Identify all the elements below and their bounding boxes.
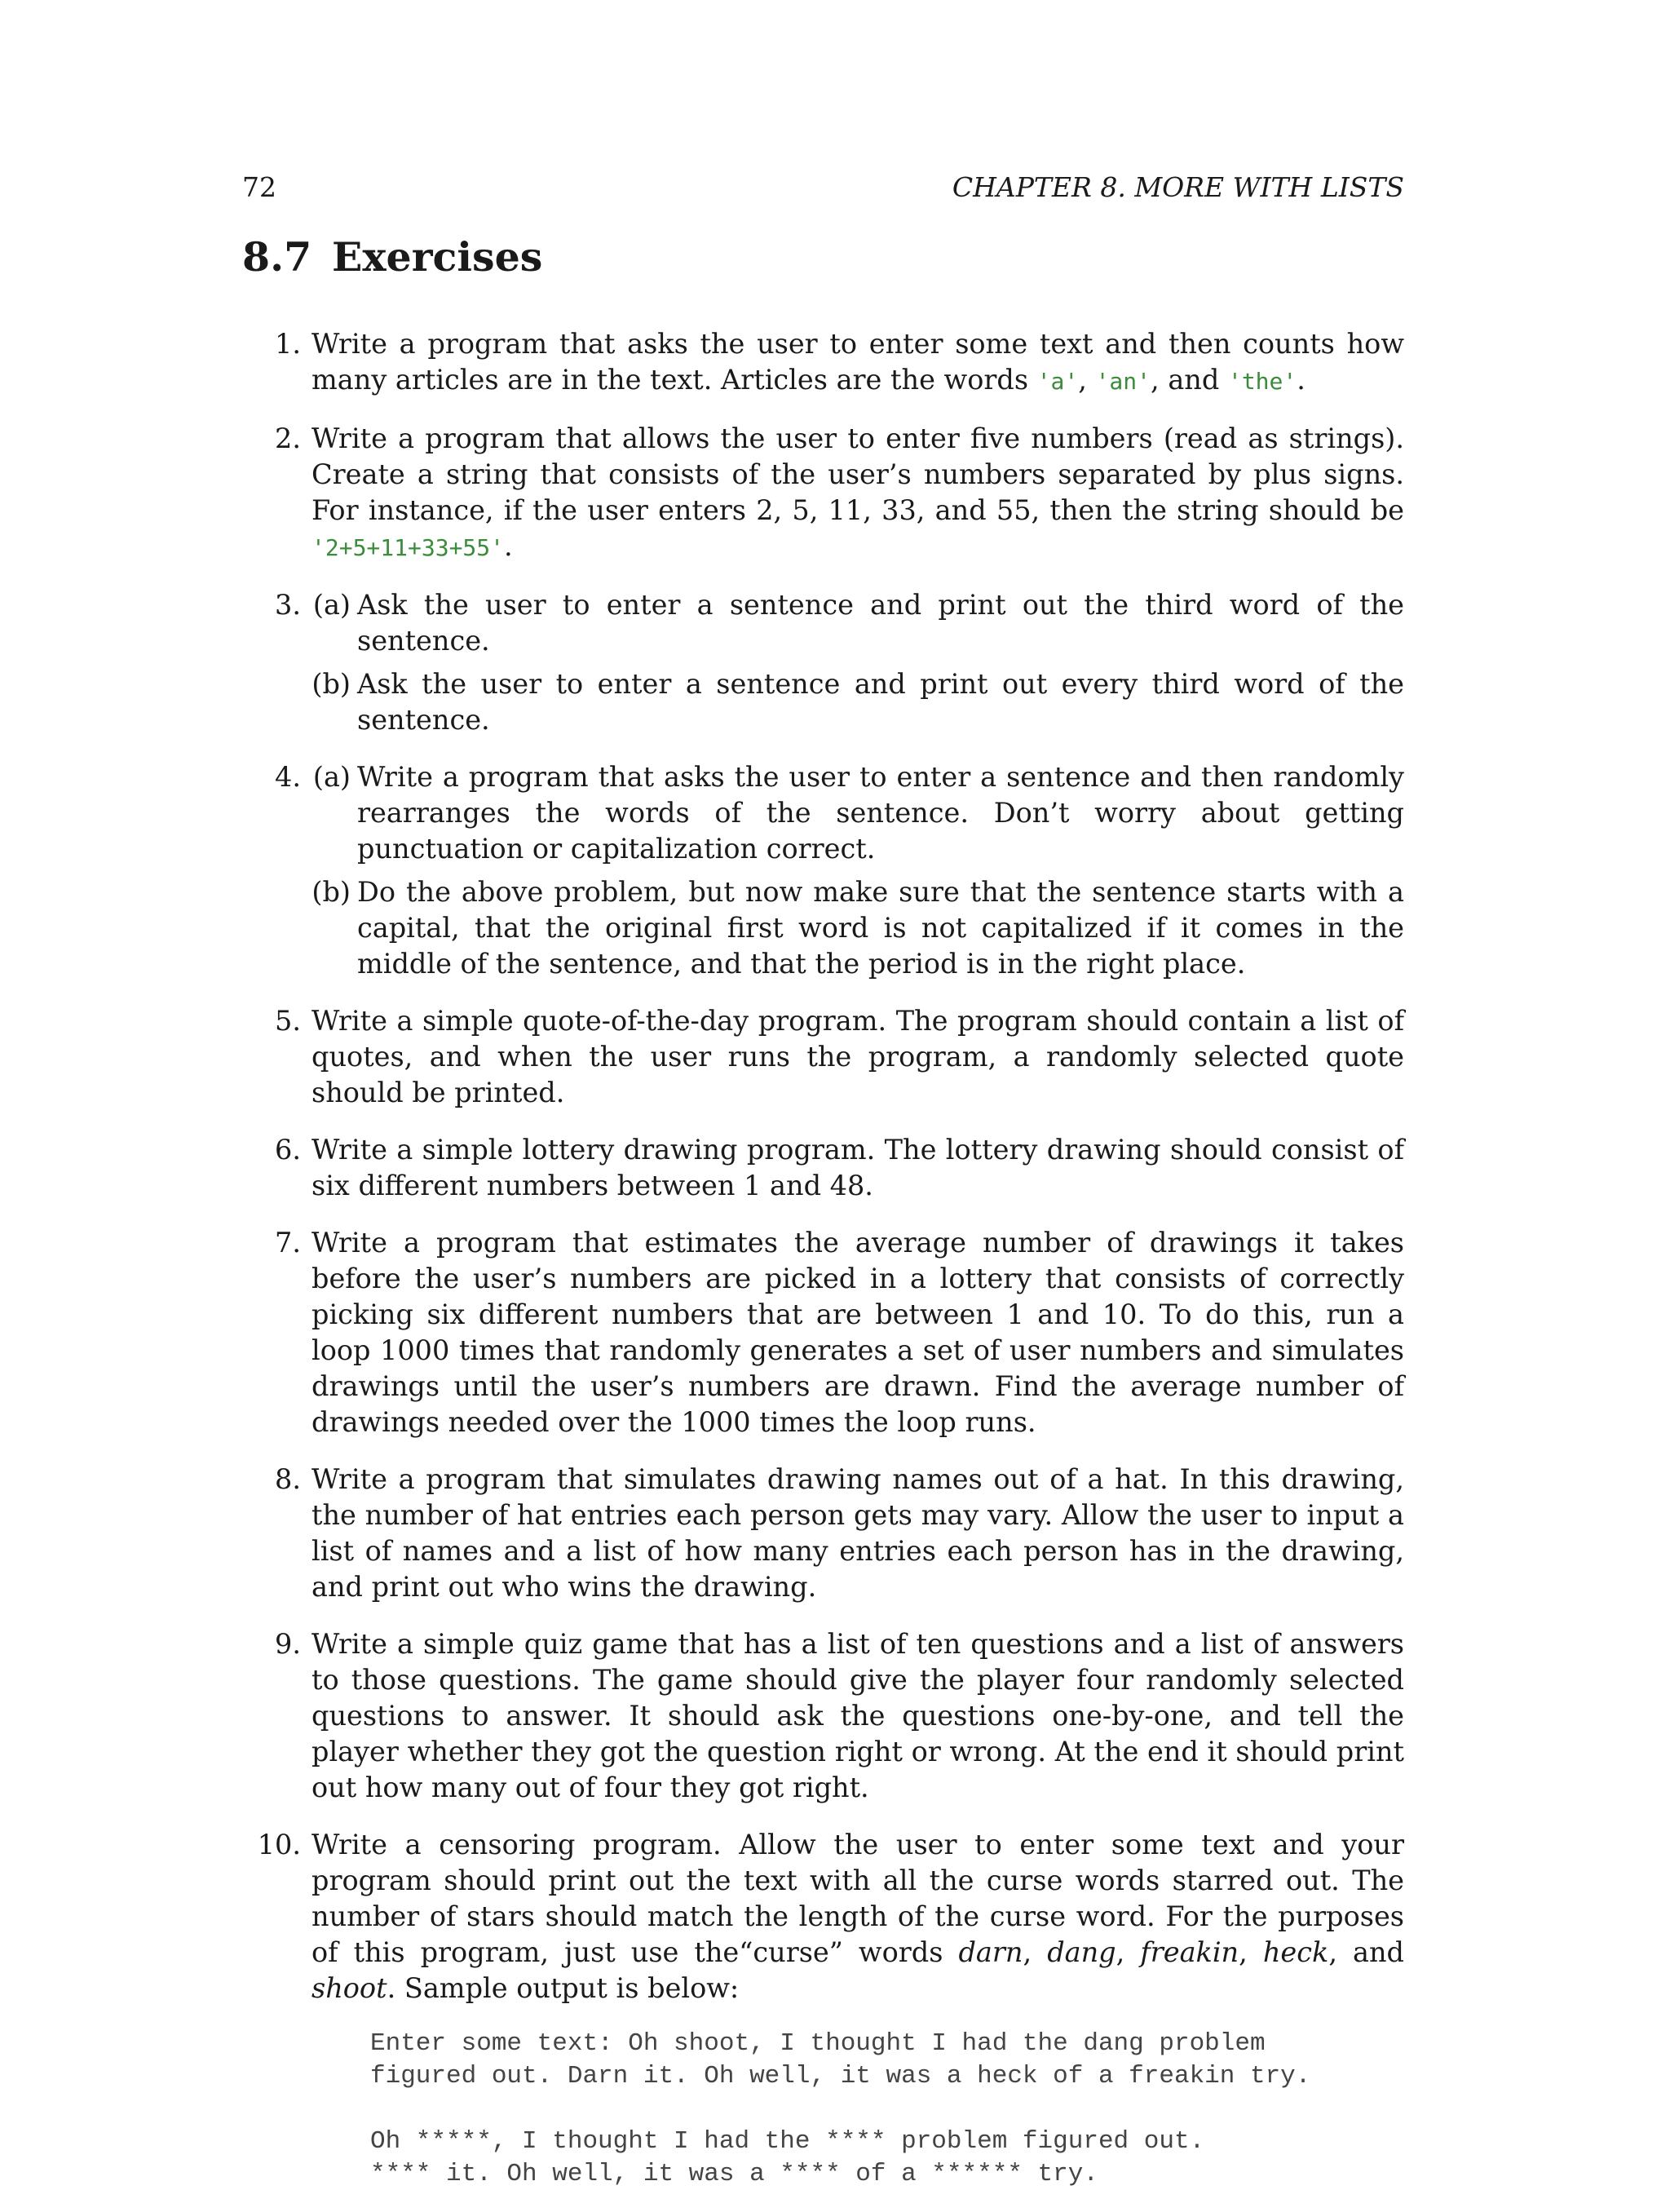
exercise-number: 6. <box>275 1134 301 1166</box>
exercise-number: 3. <box>275 589 301 621</box>
curse-word: shoot <box>311 1972 387 2004</box>
exercise-4 <box>242 759 1404 982</box>
exercise-text: Write a censoring program. Allow the user to enter some text and your program should print out the text with all the curse words starred out. The number of stars should match the length of the curse word. For the purposes of this program, just use the“curse” words <box>311 1829 1404 1968</box>
exercise-text: . Sample output is below: <box>387 1972 740 2004</box>
curse-word: heck <box>1262 1936 1329 1968</box>
exercise-text: , <box>1239 1936 1263 1968</box>
exercise-2 <box>242 421 1404 566</box>
exercise-text: Write a simple quote-of-the-day program. The program should contain a list of quotes, and when the user runs the program, a randomly selected quote should be printed. <box>311 1005 1404 1108</box>
exercise-text: Write a simple quiz game that has a list of ten questions and a list of answers to those questions. The game should give the player four randomly selected questions to answer. It should ask the questions one-by-one, and tell the player whether they got the question right or wrong. At the end it should print out how many out of four they got right. <box>311 1628 1404 1803</box>
code-literal: 'a' <box>1036 368 1079 395</box>
exercise-list <box>242 326 1404 2191</box>
subexercise-a <box>311 587 1404 659</box>
curse-word: freakin <box>1140 1936 1239 1968</box>
subexercise-label: (b) <box>311 668 351 700</box>
exercise-text: , and <box>1328 1936 1404 1968</box>
subexercise-b <box>311 874 1404 982</box>
curse-word: darn <box>958 1936 1023 1968</box>
exercise-text: Write a program that simulates drawing names out of a hat. In this drawing, the number of hat entries each person gets may vary. Allow the user to input a list of names and a list of how many entries each person has in the drawing, and print out who wins the drawing. <box>311 1463 1404 1603</box>
exercise-text: Write a program that estimates the average number of drawings it takes before the user’s numbers are picked in a lottery that consists of correctly picking six different numbers that are between 1 and 10. To do this, run a loop 1000 times that randomly generates a set of user numbers and simulates drawings until the user’s numbers are drawn. Find the average number of drawings needed over the 1000 times the loop runs. <box>311 1227 1404 1438</box>
subexercise-a <box>311 759 1404 867</box>
sample-output <box>370 2028 1404 2191</box>
exercise-7 <box>242 1225 1404 1440</box>
subexercise-label: (b) <box>311 876 351 908</box>
exercise-number: 1. <box>275 328 301 360</box>
exercise-3 <box>242 587 1404 738</box>
exercise-6 <box>242 1132 1404 1204</box>
code-literal: 'the' <box>1227 368 1297 395</box>
exercise-text: Write a simple lottery drawing program. The lottery drawing should consist of six different numbers between 1 and 48. <box>311 1134 1404 1201</box>
exercise-text: , <box>1023 1936 1048 1968</box>
section-title: Exercises <box>332 233 543 281</box>
sample-line: Enter some text: Oh shoot, I thought I had the dang problem <box>370 2029 1266 2058</box>
code-literal: '2+5+11+33+55' <box>311 534 505 561</box>
code-literal: 'an' <box>1095 368 1151 395</box>
section-number: 8.7 <box>242 233 312 281</box>
exercise-number: 10. <box>257 1829 301 1860</box>
subexercise-text: Ask the user to enter a sentence and print out the third word of the sentence. <box>357 589 1404 657</box>
exercise-text: . <box>504 530 513 562</box>
sample-line: Oh *****, I thought I had the **** problem figured out. <box>370 2127 1205 2156</box>
subexercise-text: Ask the user to enter a sentence and print out every third word of the sentence. <box>357 668 1404 736</box>
exercise-5 <box>242 1003 1404 1111</box>
exercise-text: , and <box>1151 364 1228 396</box>
curse-word: dang <box>1047 1936 1116 1968</box>
subexercise-label: (a) <box>312 589 351 621</box>
subexercise-label: (a) <box>312 761 351 793</box>
sample-line: **** it. Oh well, it was a **** of a ****** try. <box>370 2160 1098 2188</box>
subexercise-text: Do the above problem, but now make sure that the sentence starts with a capital, that the original first word is not capitalized if it comes in the middle of the sentence, and that the period is in the right place. <box>357 876 1404 980</box>
exercise-number: 8. <box>275 1463 301 1495</box>
exercise-1 <box>242 326 1404 400</box>
exercise-text: . <box>1297 364 1306 396</box>
subexercise-text: Write a program that asks the user to enter a sentence and then randomly rearranges the words of the sentence. Don’t worry about getting punctuation or capitalization correct. <box>357 761 1404 865</box>
exercise-text: Write a program that asks the user to enter some text and then counts how many articles are in the text. Articles are the words <box>311 328 1404 396</box>
exercise-text: Write a program that allows the user to enter five numbers (read as strings). Create a string that consists of the user’s numbers separated by plus signs. For instance, if the user enters 2, 5, 11, 33, and 55, then the string should be <box>311 422 1404 526</box>
exercise-number: 2. <box>275 422 301 454</box>
exercise-number: 4. <box>275 761 301 793</box>
running-title: CHAPTER 8. MORE WITH LISTS <box>952 171 1404 203</box>
exercise-10 <box>242 1827 1404 2191</box>
page <box>242 163 1404 2212</box>
page-number: 72 <box>242 171 276 203</box>
section-heading <box>242 228 1404 285</box>
page-header <box>242 163 1404 212</box>
exercise-8 <box>242 1462 1404 1605</box>
subexercise-b <box>311 666 1404 738</box>
exercise-9 <box>242 1626 1404 1806</box>
exercise-number: 7. <box>275 1227 301 1259</box>
exercise-text: , <box>1078 364 1096 396</box>
exercise-number: 5. <box>275 1005 301 1037</box>
exercise-number: 9. <box>275 1628 301 1660</box>
exercise-text: , <box>1116 1936 1141 1968</box>
sample-line: figured out. Darn it. Oh well, it was a heck of a freakin try. <box>370 2062 1311 2090</box>
